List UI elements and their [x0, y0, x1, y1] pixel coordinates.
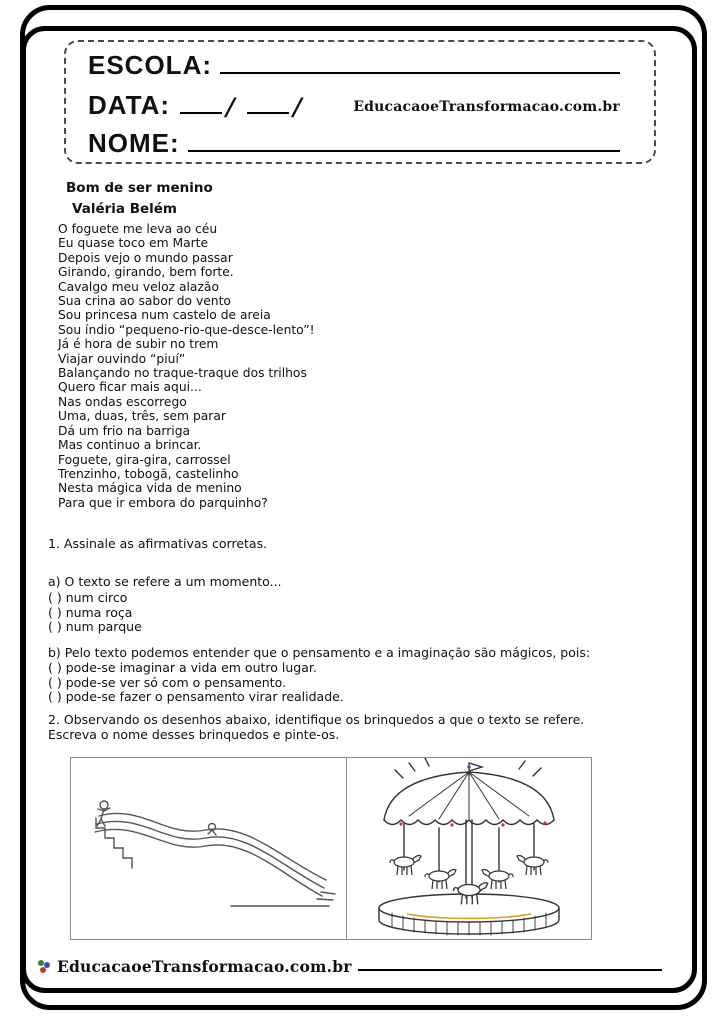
name-blank-line	[188, 149, 620, 152]
poem-line: Depois vejo o mundo passar	[58, 250, 233, 265]
poem-line: Sou índio “pequeno-rio-que-desce-lento”!	[58, 322, 315, 337]
illustrations-table	[70, 757, 592, 940]
poem-line: Dá um frio na barriga	[58, 423, 191, 438]
poem-line: Cavalgo meu veloz alazão	[58, 279, 219, 294]
poem-line: Sou princesa num castelo de areia	[58, 308, 271, 323]
student-id-box	[64, 40, 656, 164]
poem-line: Viajar ouvindo “piuí”	[58, 351, 186, 366]
answer-option: ( ) pode-se ver só com o pensamento.	[48, 674, 287, 690]
answer-option: ( ) num circo	[48, 590, 128, 605]
poem-line: Uma, duas, três, sem parar	[58, 409, 226, 424]
school-row	[88, 50, 624, 81]
brand-logo-icon	[36, 958, 52, 976]
poem-line: Nesta mágica vida de menino	[58, 481, 242, 496]
poem-line: Balançando no traque-traque dos trilhos	[58, 366, 307, 381]
slide-illustration-cell	[71, 758, 346, 939]
school-blank-line	[220, 71, 620, 74]
date-blank-day	[180, 111, 222, 114]
poem-line: Já é hora de subir no trem	[58, 337, 219, 352]
poem-line: Para que ir embora do parquinho?	[58, 495, 268, 510]
poem-body	[58, 222, 315, 510]
carousel-icon	[347, 758, 591, 939]
date-blank-month	[247, 111, 289, 114]
poem-line: O foguete me leva ao céu	[58, 222, 218, 236]
question-1: 1. Assinale as afirmativas corretas.	[48, 536, 268, 551]
answer-option: ( ) pode-se imaginar a vida em outro lugar.	[48, 660, 317, 675]
question-1a: a) O texto se refere a um momento...	[48, 574, 282, 589]
poem-line: Nas ondas escorrego	[58, 394, 187, 409]
poem-line: Quero ficar mais aqui...	[58, 380, 202, 395]
footer-rule-line	[358, 968, 662, 971]
name-label: NOME:	[88, 128, 180, 158]
answer-option: ( ) pode-se fazer o pensamento virar realidade.	[48, 689, 344, 705]
poem-title: Bom de ser menino	[66, 180, 213, 196]
question-2-line2: Escreva o nome desses brinquedos e pinte-os.	[48, 726, 340, 742]
question-2	[48, 713, 584, 742]
brand-wordmark-footer: EducacaoeTransformacao.com.br	[57, 957, 352, 976]
question-1b-options	[48, 661, 344, 705]
poem-author: Valéria Belém	[72, 201, 177, 217]
poem-line: Mas continuo a brincar.	[58, 438, 202, 453]
question-1b: b) Pelo texto podemos entender que o pensamento e a imaginação são mágicos, pois:	[48, 645, 591, 660]
question-1a-options	[48, 591, 142, 635]
date-slash-2: /	[289, 93, 305, 121]
date-row	[88, 90, 624, 121]
answer-option: ( ) numa roça	[48, 604, 133, 620]
name-row	[88, 128, 624, 159]
poem-line: Girando, girando, bem forte.	[58, 265, 234, 280]
poem-line: Foguete, gira-gira, carrossel	[58, 452, 231, 467]
carousel-illustration-cell	[346, 758, 591, 939]
brand-wordmark-header: EducacaoeTransformacao.com.br	[353, 99, 620, 115]
school-label: ESCOLA:	[88, 50, 212, 80]
answer-option: ( ) num parque	[48, 619, 142, 635]
poem-line: Trenzinho, tobogã, castelinho	[58, 466, 239, 481]
date-label: DATA:	[88, 90, 171, 120]
footer	[36, 957, 662, 976]
date-slash-1: /	[223, 93, 238, 121]
poem-line: Sua crina ao sabor do vento	[58, 294, 231, 309]
poem-line: Eu quase toco em Marte	[58, 236, 209, 251]
question-2-line1: 2. Observando os desenhos abaixo, identifique os brinquedos a que o texto se refere.	[48, 712, 585, 727]
slide-toboggan-icon	[71, 758, 346, 939]
